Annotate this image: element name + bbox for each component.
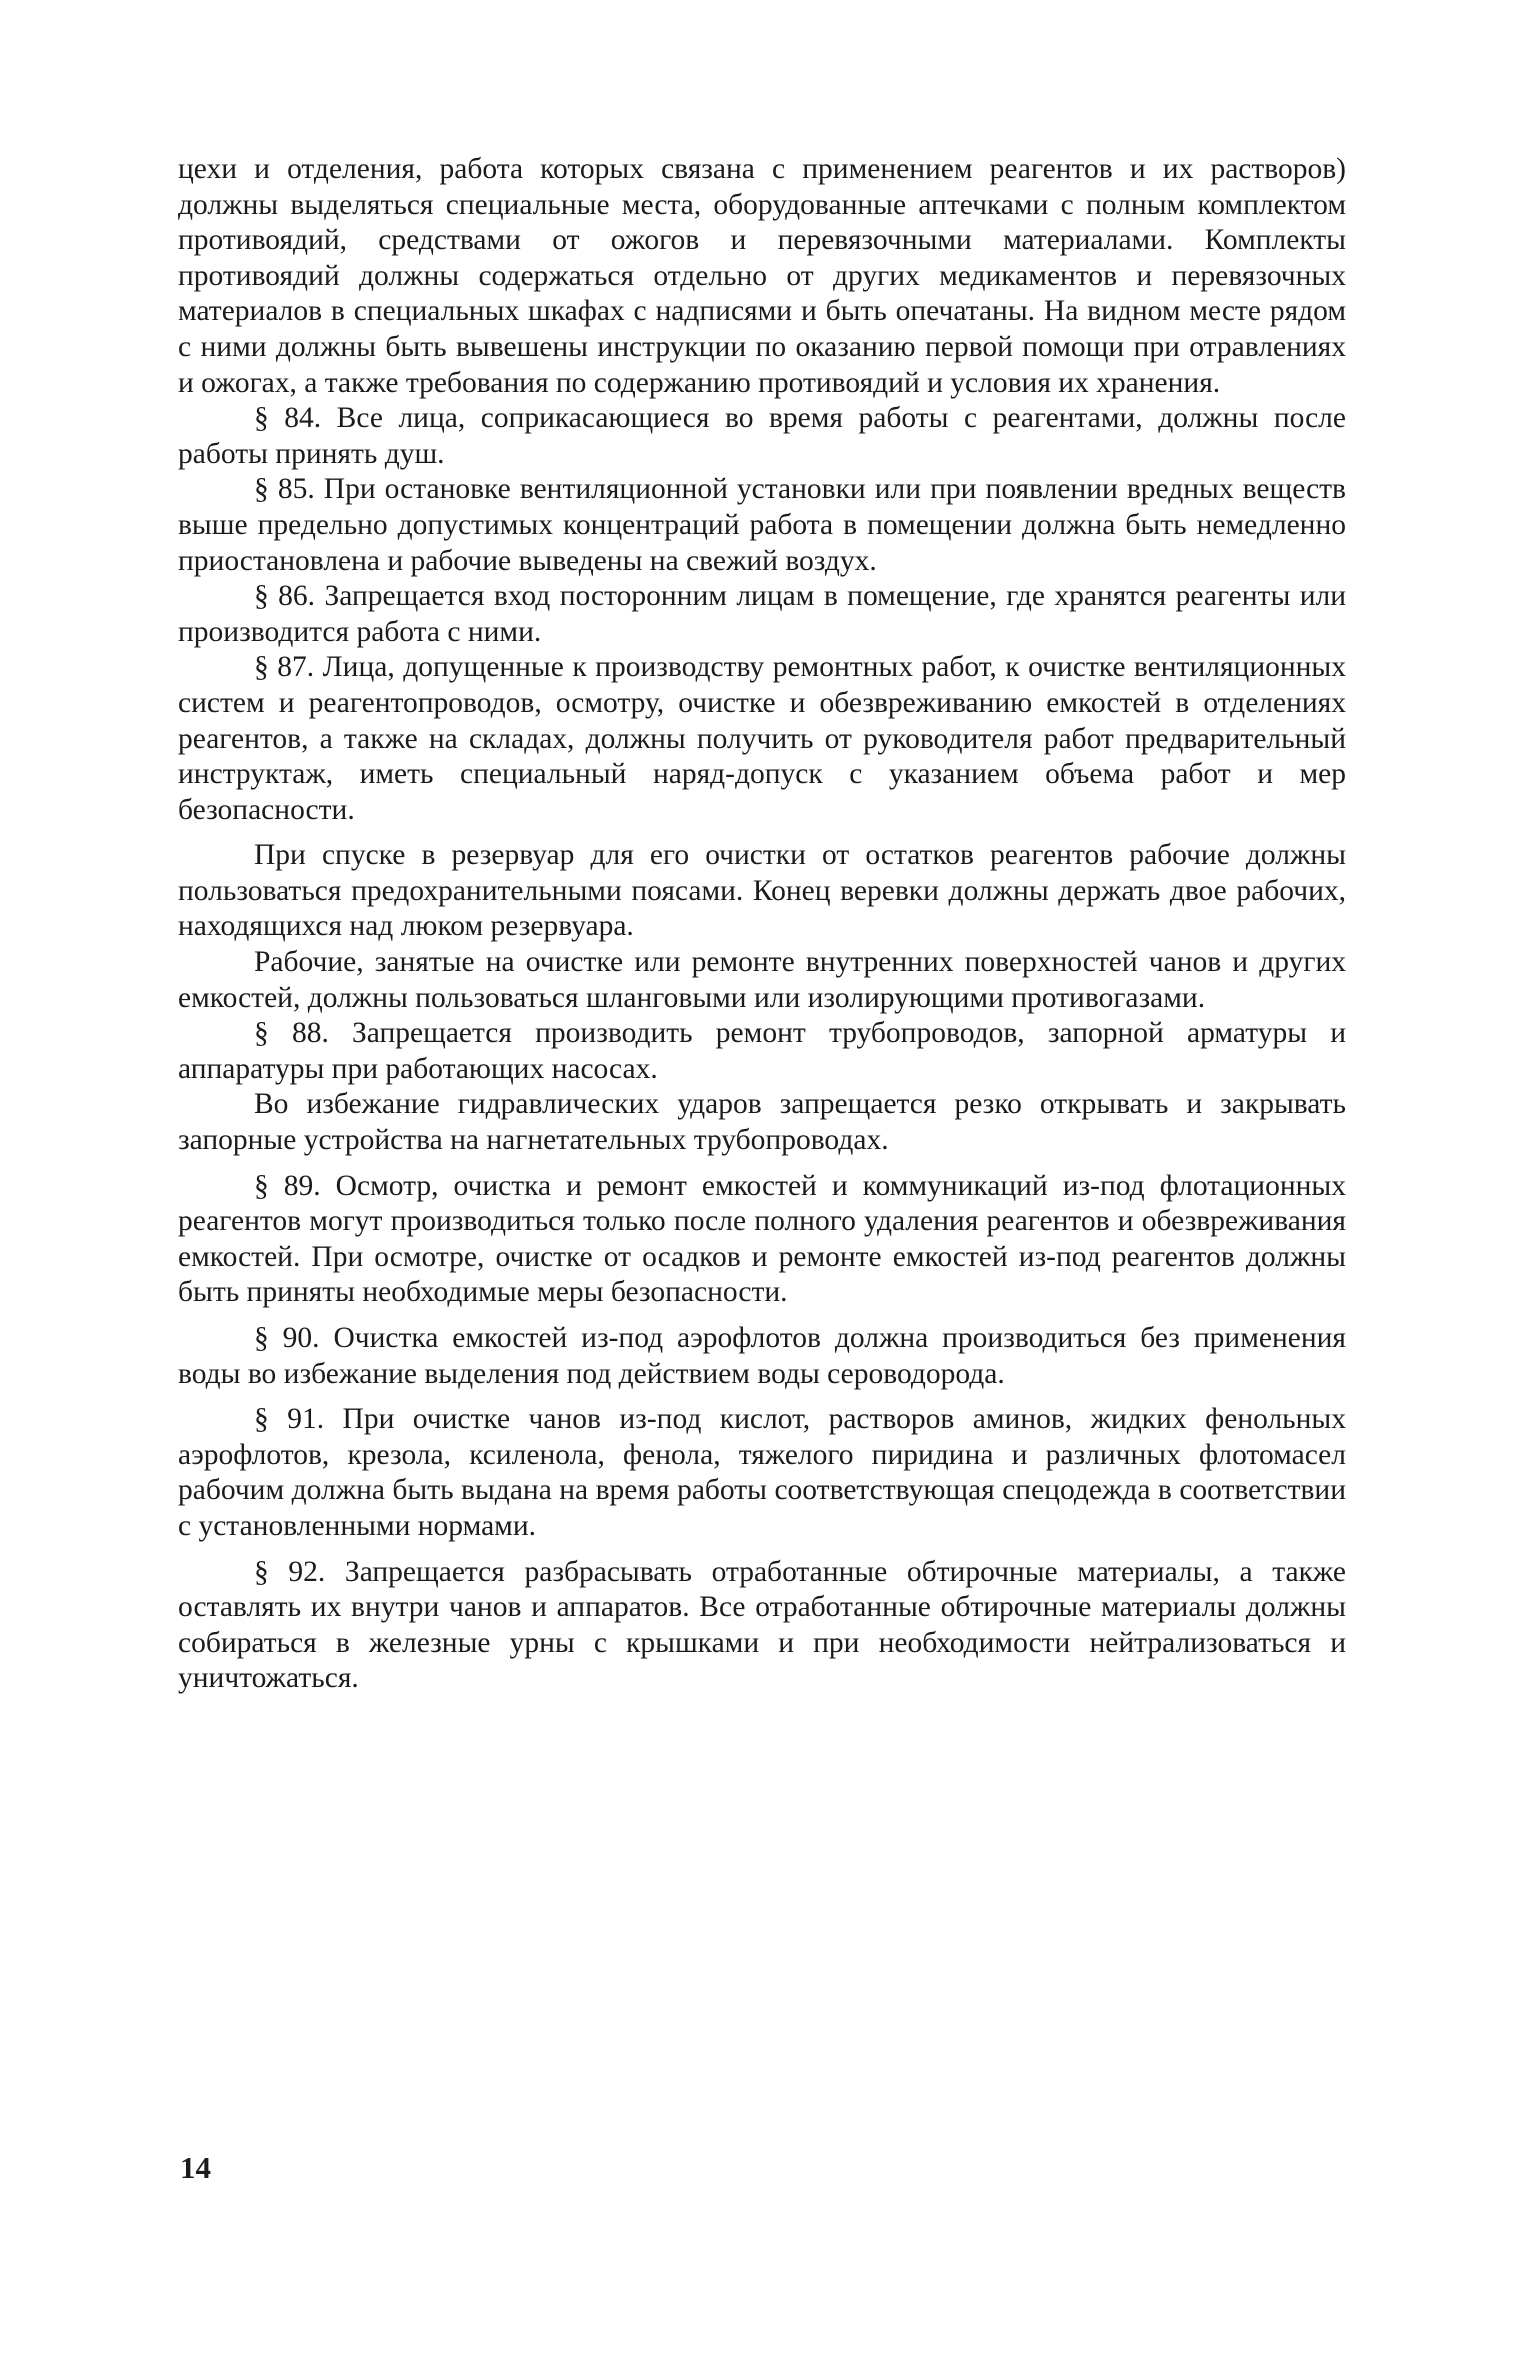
paragraph-86: § 86. Запрещается вход посторонним лицам в помещение, где хранятся реагенты или производится работа с ними. bbox=[178, 580, 1346, 648]
paragraph-continuation: цехи и отделения, работа которых связана с применением реагентов и их растворов) должны выделяться специальные места, оборудованные аптечками с полным комплектом противоядий, средствами от ожогов и перевязочными материалами. Комплекты противоядий должны содержаться отдельно от других медикаментов и перевязочных материалов в специальных шкафах с надписями и быть опечатаны. На видном месте рядом с ними должны быть вывешены инструкции по оказанию первой помощи при отравлениях и ожогах, а также требования по содержанию противоядий и условия их хранения. bbox=[178, 153, 1346, 399]
body-text bbox=[178, 152, 1346, 1697]
paragraph-91: § 91. При очистке чанов из-под кислот, растворов аминов, жидких фенольных аэрофлотов, крезола, ксиленола, фенола, тяжелого пиридина и различных флотомасел рабочим должна быть выдана на время работы соответствующая спецодежда в соответствии с установленными нормами. bbox=[178, 1403, 1346, 1542]
page-number: 14 bbox=[180, 2150, 211, 2185]
paragraph-84: § 84. Все лица, соприкасающиеся во время работы с реагентами, должны после работы принять душ. bbox=[178, 402, 1346, 470]
paragraph-88-hydraulic: Во избежание гидравлических ударов запрещается резко открывать и закрывать запорные устройства на нагнетательных трубопроводах. bbox=[178, 1088, 1346, 1157]
paragraph-85: § 85. При остановке вентиляционной установки или при появлении вредных веществ выше предельно допустимых концентраций работа в помещении должна быть немедленно приостановлена и рабочие выведены на свежий воздух. bbox=[178, 473, 1346, 577]
paragraph-92: § 92. Запрещается разбрасывать отработанные обтирочные материалы, а также оставлять их внутри чанов и аппаратов. Все отработанные обтирочные материалы должны собираться в железные урны с крышками и при необходимости нейтрализоваться и уничтожаться. bbox=[178, 1555, 1346, 1695]
paragraph-87: § 87. Лица, допущенные к производству ремонтных работ, к очистке вентиляционных систем и реагентопроводов, осмотру, очистке и обезвреживанию емкостей в отделениях реагентов, а также на складах, должны получить от руководителя работ предварительный инструктаж, иметь специальный наряд-допуск с указанием объема работ и мер безопасности. bbox=[178, 651, 1346, 826]
paragraph-88: § 88. Запрещается производить ремонт трубопроводов, запорной арматуры и аппаратуры при работающих насосах. bbox=[178, 1017, 1346, 1085]
paragraph-90: § 90. Очистка емкостей из-под аэрофлотов должна производиться без применения воды во избежание выделения под действием воды сероводорода. bbox=[178, 1322, 1346, 1390]
paragraph-87-reservoir: При спуске в резервуар для его очистки от остатков реагентов рабочие должны пользоваться предохранительными поясами. Конец веревки должны держать двое рабочих, находящихся над люком резервуара. bbox=[178, 839, 1346, 943]
paragraph-89: § 89. Осмотр, очистка и ремонт емкостей и коммуникаций из-под флотационных реагентов могут производиться только после полного удаления реагентов и обезвреживания емкостей. При осмотре, очистке от осадков и ремонте емкостей из-под реагентов должны быть приняты необходимые меры безопасности. bbox=[178, 1169, 1346, 1309]
paragraph-87-workers: Рабочие, занятые на очистке или ремонте внутренних поверхностей чанов и других емкостей, должны пользоваться шланговыми или изолирующими противогазами. bbox=[178, 946, 1346, 1014]
